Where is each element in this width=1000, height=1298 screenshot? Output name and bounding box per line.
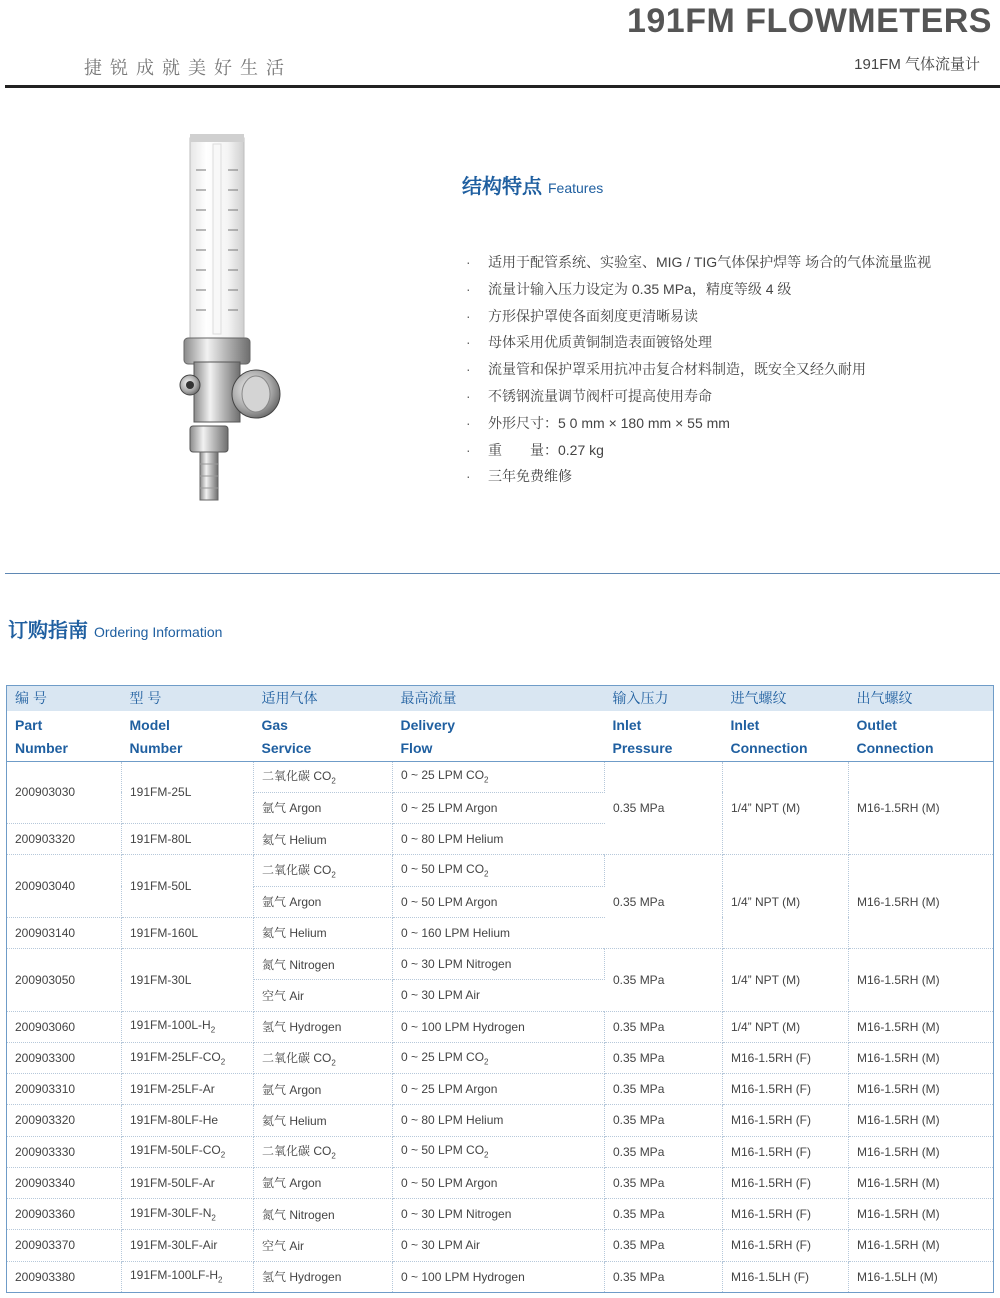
cell-text: 0 ~ 50 LPM Argon — [401, 894, 498, 909]
header-divider — [5, 85, 1000, 88]
subscript: 2 — [484, 775, 489, 785]
feature-item — [466, 410, 931, 437]
column-header-en-line2: Number — [15, 740, 68, 756]
feature-text: 母体采用优质黄铜制造表面镀铬处理 — [488, 334, 712, 351]
part-number-cell: 200903360 — [7, 1199, 122, 1230]
column-header-en-line1: Gas — [261, 717, 288, 733]
cell-text: 191FM-30LF-Air — [130, 1238, 218, 1253]
cell-text: 二氧化碳 CO — [262, 1144, 332, 1159]
gas-service-cell — [254, 1230, 393, 1261]
cell-text: 氢气 Hydrogen — [262, 1020, 342, 1035]
ordering-heading-en: Ordering Information — [94, 624, 223, 640]
part-number-cell: 200903040 — [7, 855, 122, 918]
column-header-en-line1: Part — [15, 717, 43, 733]
bullet-icon: · — [466, 414, 471, 431]
column-header-en — [605, 711, 723, 761]
cell-text: 191FM-100LF-H — [130, 1268, 219, 1283]
subscript: 2 — [220, 1057, 226, 1067]
feature-item — [466, 356, 931, 383]
cell-text: 氮气 Nitrogen — [262, 1207, 335, 1222]
cell-text: 191FM-25L — [130, 785, 192, 800]
cell-text: 191FM-50LF-CO — [130, 1143, 221, 1158]
bullet-icon: · — [466, 280, 471, 297]
delivery-flow-cell — [393, 824, 605, 855]
outlet-connection-cell: M16-1.5RH (M) — [849, 761, 994, 855]
outlet-connection-cell: M16-1.5LH (M) — [849, 1261, 994, 1292]
column-header-zh: 最高流量 — [393, 686, 605, 712]
table-row — [7, 1261, 994, 1292]
cell-text: 0 ~ 25 LPM Argon — [401, 1082, 498, 1097]
features-heading — [462, 170, 603, 199]
cell-text: 0 ~ 100 LPM Hydrogen — [401, 1019, 525, 1034]
gas-service-cell — [254, 1105, 393, 1136]
cell-text: 二氧化碳 CO — [262, 1050, 332, 1065]
inlet-pressure-cell: 0.35 MPa — [605, 1167, 723, 1198]
inlet-pressure-cell: 0.35 MPa — [605, 1199, 723, 1230]
gas-service-cell — [254, 1261, 393, 1292]
column-header-en — [393, 711, 605, 761]
subscript: 2 — [484, 869, 489, 879]
subscript: 2 — [331, 1058, 336, 1068]
inlet-connection-cell: M16-1.5RH (F) — [723, 1105, 849, 1136]
table-row — [7, 1136, 994, 1167]
column-header-en — [7, 711, 122, 761]
inlet-connection-cell: M16-1.5RH (F) — [723, 1136, 849, 1167]
table-body — [7, 761, 994, 1292]
cell-text: 191FM-25LF-Ar — [130, 1082, 215, 1097]
bullet-icon: · — [466, 468, 471, 485]
cell-text: 氦气 Helium — [262, 832, 327, 847]
gas-service-cell — [254, 761, 393, 792]
model-number-cell — [122, 824, 254, 855]
inlet-pressure-cell: 0.35 MPa — [605, 1261, 723, 1292]
page-title: 191FM FLOWMETERS — [626, 2, 992, 40]
gas-service-cell — [254, 1011, 393, 1042]
slogan: 捷锐成就美好生活 — [84, 58, 292, 78]
gas-service-cell — [254, 1167, 393, 1198]
flowmeter-product-image — [176, 130, 286, 510]
cell-text: 0 ~ 50 LPM CO — [401, 1143, 485, 1158]
delivery-flow-cell — [393, 917, 605, 948]
ordering-heading-zh: 订购指南 — [8, 620, 88, 642]
cell-text: 191FM-160L — [130, 925, 199, 940]
cell-text: 0 ~ 25 LPM CO — [401, 1049, 485, 1064]
feature-text: 重 量：0.27 kg — [488, 441, 604, 458]
outlet-connection-cell: M16-1.5RH (M) — [849, 1011, 994, 1042]
column-header-en-line2: Connection — [730, 740, 808, 756]
column-header-en-line2: Service — [261, 740, 312, 756]
feature-item — [466, 437, 931, 464]
delivery-flow-cell — [393, 980, 605, 1011]
cell-text: 氦气 Helium — [262, 1113, 327, 1128]
model-number-cell — [122, 855, 254, 918]
model-number-cell — [122, 1167, 254, 1198]
cell-text: 191FM-50L — [130, 879, 192, 893]
ordering-heading — [8, 614, 222, 643]
feature-item — [466, 463, 931, 490]
flowmeter-illustration — [176, 130, 286, 510]
feature-item — [466, 329, 931, 356]
cell-text: 191FM-80LF-He — [130, 1113, 219, 1128]
cell-text: 0 ~ 80 LPM Helium — [401, 832, 504, 847]
outlet-connection-cell: M16-1.5RH (M) — [849, 1230, 994, 1261]
inlet-connection-cell: M16-1.5RH (F) — [723, 1167, 849, 1198]
delivery-flow-cell — [393, 1136, 605, 1167]
cell-text: 氮气 Nitrogen — [262, 957, 335, 972]
bullet-icon: · — [466, 334, 471, 351]
table-row — [7, 1167, 994, 1198]
part-number-cell: 200903370 — [7, 1230, 122, 1261]
ordering-table — [6, 685, 994, 1293]
model-number-cell — [122, 1261, 254, 1292]
feature-item — [466, 303, 931, 330]
delivery-flow-cell — [393, 855, 605, 886]
subscript: 2 — [211, 1213, 216, 1223]
model-number-cell — [122, 1230, 254, 1261]
cell-text: 氩气 Argon — [262, 801, 322, 816]
bullet-icon: · — [466, 441, 471, 458]
inlet-connection-cell: M16-1.5RH (F) — [723, 1074, 849, 1105]
delivery-flow-cell — [393, 761, 605, 792]
feature-text: 流量计输入压力设定为 0.35 MPa，精度等级 4 级 — [488, 280, 792, 297]
cell-text: 191FM-25LF-CO — [130, 1049, 221, 1064]
gas-service-cell — [254, 824, 393, 855]
delivery-flow-cell — [393, 1230, 605, 1261]
table-row — [7, 855, 994, 886]
part-number-cell: 200903050 — [7, 949, 122, 1012]
table-row — [7, 1074, 994, 1105]
inlet-connection-cell: 1/4” NPT (M) — [723, 761, 849, 855]
table-header-en-row — [7, 711, 994, 761]
cell-text: 氩气 Argon — [262, 895, 322, 910]
inlet-pressure-cell: 0.35 MPa — [605, 1230, 723, 1261]
inlet-connection-cell: M16-1.5RH (F) — [723, 1199, 849, 1230]
cell-text: 0 ~ 30 LPM Air — [401, 988, 481, 1003]
column-header-en-line2: Flow — [400, 740, 433, 756]
cell-text: 0 ~ 30 LPM Nitrogen — [401, 957, 512, 972]
column-header-zh: 输入压力 — [605, 686, 723, 712]
bullet-icon: · — [466, 361, 471, 378]
cell-text: 空气 Air — [262, 988, 305, 1003]
table-row — [7, 949, 994, 980]
bullet-icon: · — [466, 254, 471, 270]
column-header-en — [254, 711, 393, 761]
feature-text: 外形尺寸：5 0 mm × 180 mm × 55 mm — [488, 414, 730, 431]
column-header-zh: 进气螺纹 — [723, 686, 849, 712]
cell-text: 0 ~ 160 LPM Helium — [401, 925, 511, 940]
inlet-pressure-cell: 0.35 MPa — [605, 1074, 723, 1105]
table-row — [7, 1042, 994, 1073]
inlet-connection-cell: 1/4” NPT (M) — [723, 949, 849, 1012]
subscript: 2 — [331, 1151, 336, 1161]
feature-item — [466, 249, 931, 276]
gas-service-cell — [254, 886, 393, 917]
cell-text: 氩气 Argon — [262, 1176, 322, 1191]
cell-text: 191FM-100L-H — [130, 1018, 211, 1033]
delivery-flow-cell — [393, 1199, 605, 1230]
cell-text: 0 ~ 50 LPM Argon — [401, 1175, 498, 1190]
model-number-cell — [122, 917, 254, 948]
part-number-cell: 200903320 — [7, 1105, 122, 1136]
features-list — [466, 249, 931, 490]
column-header-en-line2: Pressure — [612, 740, 673, 756]
feature-text: 三年免费维修 — [488, 468, 572, 485]
subscript: 2 — [210, 1025, 216, 1035]
model-number-cell — [122, 1042, 254, 1073]
column-header-en-line1: Outlet — [856, 717, 897, 733]
model-number-cell — [122, 1105, 254, 1136]
outlet-connection-cell: M16-1.5RH (M) — [849, 1167, 994, 1198]
feature-text: 适用于配管系统、实验室、MIG / TIG气体保护焊等 场合的气体流量监视 — [488, 254, 932, 270]
cell-text: 空气 Air — [262, 1238, 305, 1253]
gas-service-cell — [254, 917, 393, 948]
column-header-en-line1: Inlet — [612, 717, 642, 733]
outlet-connection-cell: M16-1.5RH (M) — [849, 949, 994, 1012]
cell-text: 191FM-50LF-Ar — [130, 1175, 215, 1190]
inlet-pressure-cell: 0.35 MPa — [605, 1105, 723, 1136]
part-number-cell: 200903140 — [7, 917, 122, 948]
model-number-cell — [122, 1199, 254, 1230]
inlet-pressure-cell: 0.35 MPa — [605, 1011, 723, 1042]
subscript: 2 — [484, 1150, 489, 1160]
outlet-connection-cell: M16-1.5RH (M) — [849, 1105, 994, 1136]
cell-text: 氩气 Argon — [262, 1082, 322, 1097]
part-number-cell: 200903330 — [7, 1136, 122, 1167]
cell-text: 二氧化碳 CO — [262, 863, 332, 878]
cell-text: 0 ~ 50 LPM CO — [401, 862, 485, 877]
features-heading-zh: 结构特点 — [462, 176, 542, 198]
cell-text: 191FM-30L — [130, 972, 192, 987]
inlet-pressure-cell: 0.35 MPa — [605, 1042, 723, 1073]
column-header-zh: 适用气体 — [254, 686, 393, 712]
outlet-connection-cell: M16-1.5RH (M) — [849, 1136, 994, 1167]
inlet-connection-cell: M16-1.5RH (F) — [723, 1230, 849, 1261]
cell-text: 191FM-30LF-N — [130, 1205, 212, 1220]
delivery-flow-cell — [393, 1011, 605, 1042]
cell-text: 0 ~ 80 LPM Helium — [401, 1113, 504, 1128]
delivery-flow-cell — [393, 886, 605, 917]
column-header-en-line1: Model — [129, 717, 170, 733]
column-header-zh: 出气螺纹 — [849, 686, 994, 712]
delivery-flow-cell — [393, 1261, 605, 1292]
feature-item — [466, 276, 931, 303]
column-header-en-line1: Inlet — [730, 717, 760, 733]
column-header-zh: 型 号 — [122, 686, 254, 712]
inlet-pressure-cell: 0.35 MPa — [605, 949, 723, 1012]
cell-text: 191FM-80L — [130, 832, 192, 847]
page-subtitle: 191FM 气体流量计 — [854, 56, 980, 73]
outlet-connection-cell: M16-1.5RH (M) — [849, 855, 994, 949]
gas-service-cell — [254, 855, 393, 886]
inlet-connection-cell: M16-1.5LH (F) — [723, 1261, 849, 1292]
table-row — [7, 761, 994, 792]
gas-service-cell — [254, 792, 393, 823]
model-number-cell — [122, 761, 254, 824]
inlet-pressure-cell: 0.35 MPa — [605, 1136, 723, 1167]
inlet-connection-cell: 1/4” NPT (M) — [723, 1011, 849, 1042]
model-number-cell — [122, 949, 254, 1012]
part-number-cell: 200903320 — [7, 824, 122, 855]
part-number-cell: 200903380 — [7, 1261, 122, 1292]
gas-service-cell — [254, 1199, 393, 1230]
table-row — [7, 1230, 994, 1261]
cell-text: 0 ~ 25 LPM CO — [401, 768, 485, 783]
subscript: 2 — [218, 1275, 223, 1285]
column-header-en-line2: Connection — [856, 740, 934, 756]
column-header-en — [849, 711, 994, 761]
delivery-flow-cell — [393, 792, 605, 823]
column-header-en-line1: Delivery — [400, 717, 455, 733]
subscript: 2 — [484, 1057, 489, 1067]
subscript: 2 — [220, 1150, 226, 1160]
part-number-cell: 200903310 — [7, 1074, 122, 1105]
delivery-flow-cell — [393, 1105, 605, 1136]
column-header-en — [122, 711, 254, 761]
column-header-en-line2: Number — [129, 740, 183, 756]
inlet-connection-cell: 1/4” NPT (M) — [723, 855, 849, 949]
feature-text: 方形保护罩使各面刻度更清晰易读 — [488, 307, 698, 324]
delivery-flow-cell — [393, 949, 605, 980]
part-number-cell: 200903060 — [7, 1011, 122, 1042]
model-number-cell — [122, 1074, 254, 1105]
cell-text: 0 ~ 30 LPM Nitrogen — [401, 1207, 512, 1222]
gas-service-cell — [254, 1042, 393, 1073]
part-number-cell: 200903340 — [7, 1167, 122, 1198]
delivery-flow-cell — [393, 1042, 605, 1073]
model-number-cell — [122, 1136, 254, 1167]
cell-text: 0 ~ 100 LPM Hydrogen — [401, 1269, 525, 1284]
column-header-zh: 编 号 — [7, 686, 122, 712]
gas-service-cell — [254, 1136, 393, 1167]
feature-text: 流量管和保护罩采用抗冲击复合材料制造，既安全又经久耐用 — [488, 361, 866, 378]
cell-text: 氦气 Helium — [262, 926, 327, 941]
table-row — [7, 1011, 994, 1042]
feature-text: 不锈钢流量调节阀杆可提高使用寿命 — [488, 387, 712, 404]
delivery-flow-cell — [393, 1074, 605, 1105]
bullet-icon: · — [466, 387, 471, 404]
table-row — [7, 1199, 994, 1230]
outlet-connection-cell: M16-1.5RH (M) — [849, 1074, 994, 1105]
table-row — [7, 1105, 994, 1136]
gas-service-cell — [254, 949, 393, 980]
delivery-flow-cell — [393, 1167, 605, 1198]
part-number-cell: 200903300 — [7, 1042, 122, 1073]
subscript: 2 — [331, 776, 336, 786]
features-heading-en: Features — [548, 180, 604, 196]
gas-service-cell — [254, 980, 393, 1011]
cell-text: 氢气 Hydrogen — [262, 1270, 342, 1285]
part-number-cell: 200903030 — [7, 761, 122, 824]
inlet-connection-cell: M16-1.5RH (F) — [723, 1042, 849, 1073]
gas-service-cell — [254, 1074, 393, 1105]
cell-text: 0 ~ 25 LPM Argon — [401, 800, 498, 815]
model-number-cell — [122, 1011, 254, 1042]
table-header-zh-row — [7, 686, 994, 712]
outlet-connection-cell: M16-1.5RH (M) — [849, 1042, 994, 1073]
outlet-connection-cell: M16-1.5RH (M) — [849, 1199, 994, 1230]
section-divider — [5, 573, 1000, 574]
inlet-pressure-cell: 0.35 MPa — [605, 761, 723, 855]
column-header-en — [723, 711, 849, 761]
feature-item — [466, 383, 931, 410]
subscript: 2 — [331, 870, 336, 880]
bullet-icon: · — [466, 307, 471, 324]
cell-text: 0 ~ 30 LPM Air — [401, 1238, 481, 1253]
inlet-pressure-cell: 0.35 MPa — [605, 855, 723, 949]
cell-text: 二氧化碳 CO — [262, 769, 332, 784]
